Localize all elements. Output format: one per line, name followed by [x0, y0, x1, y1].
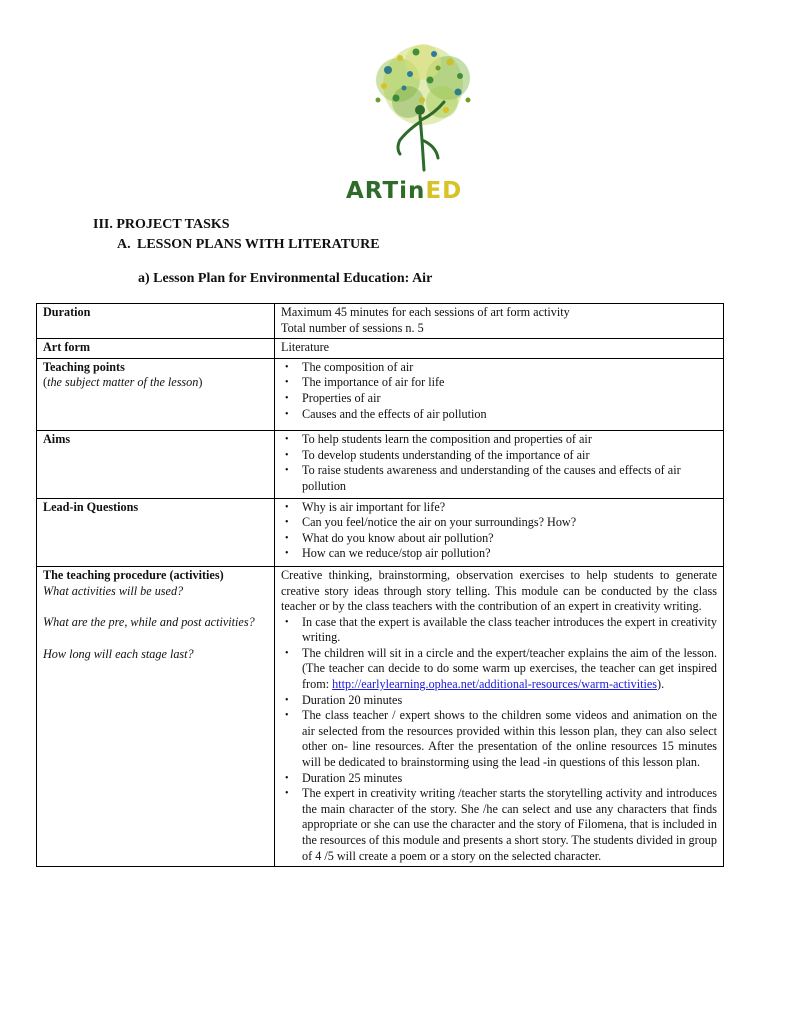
- row-duration: [37, 304, 724, 339]
- art-form-label: Art form: [37, 339, 275, 359]
- logo-text-main: ARTin: [346, 178, 426, 204]
- subsection-title: [117, 237, 380, 253]
- paren-close: ): [198, 375, 203, 390]
- list-item: • Why is air important for life?: [281, 500, 717, 516]
- list-item: • Duration 25 minutes: [281, 771, 717, 787]
- procedure-question-2: What are the pre, while and post activities?: [43, 615, 255, 630]
- teaching-points-label: Teaching points: [43, 359, 125, 374]
- logo-wordmark: [346, 178, 511, 204]
- warm-activities-link[interactable]: http://earlylearning.ophea.net/additional-resources/warm-activities: [332, 677, 658, 692]
- lead-in-label: Lead-in Questions: [37, 498, 275, 566]
- list-item: • To raise students awareness and understanding of the causes and effects of air pollution: [281, 463, 717, 494]
- subsection-label: LESSON PLANS WITH LITERATURE: [137, 237, 380, 252]
- duration-line-2: Total number of sessions n. 5: [281, 320, 424, 335]
- tree-logo-icon: [338, 40, 508, 180]
- list-item: • Causes and the effects of air pollution: [281, 407, 717, 423]
- list-item: • In case that the expert is available the class teacher introduces the expert in creativity writing.: [281, 615, 717, 646]
- duration-line-1: Maximum 45 minutes for each sessions of art form activity: [281, 305, 570, 319]
- row-procedure: [37, 566, 724, 866]
- section-title: III. PROJECT TASKS: [93, 217, 230, 232]
- item2-close: ).: [657, 677, 665, 692]
- procedure-question-3: How long will each stage last?: [43, 646, 194, 661]
- duration-label: Duration: [37, 304, 275, 339]
- list-item: • Properties of air: [281, 391, 717, 407]
- list-item: • How can we reduce/stop air pollution?: [281, 546, 717, 562]
- list-item: • Duration 20 minutes: [281, 693, 717, 709]
- artined-logo: [338, 40, 508, 205]
- art-form-value: Literature: [275, 339, 724, 359]
- procedure-question-1: What activities will be used?: [43, 583, 184, 598]
- aims-list-cell: [275, 431, 724, 498]
- list-item: • The composition of air: [281, 360, 717, 376]
- list-item: • What do you know about air pollution?: [281, 531, 717, 547]
- row-art-form: [37, 339, 724, 359]
- lesson-plan-title: a) Lesson Plan for Environmental Education: Air: [138, 271, 433, 286]
- list-item: • To help students learn the composition and properties of air: [281, 432, 717, 448]
- procedure-label: The teaching procedure (activities): [43, 567, 224, 582]
- logo-text-accent: ED: [425, 178, 463, 204]
- lead-in-list: [281, 500, 717, 562]
- list-item: • Can you feel/notice the air on your surroundings? How?: [281, 515, 717, 531]
- duration-value: [275, 304, 724, 339]
- teaching-points-list-cell: [275, 358, 724, 430]
- aims-label: Aims: [37, 431, 275, 498]
- lesson-plan-table: [36, 303, 724, 867]
- lead-in-list-cell: [275, 498, 724, 566]
- row-teaching-points: [37, 358, 724, 430]
- procedure-intro: Creative thinking, brainstorming, observation exercises to help students to generate creative story ideas through story telling. This module can be conducted by the class teacher or by the class teachers with the contribution of an expert in creativity writing.: [281, 567, 717, 614]
- aims-list: [281, 432, 717, 494]
- list-item: • The expert in creativity writing /teacher starts the storytelling activity and introduces the main character of the story. She /he can select and use any characters that finds appropriate or she can use the character and the story of Filomena, that is included in the resources of this module and presents a short story. The students divided in group of 4 /5 will create a poem or a story on the selected character.: [281, 786, 717, 864]
- teaching-points-sublabel: [43, 375, 268, 391]
- teaching-points-list: [281, 360, 717, 422]
- list-item: • To develop students understanding of the importance of air: [281, 448, 717, 464]
- item2-text: The children will sit in a circle and the expert/teacher explains the aim of the lesson. (The teacher can decide to do some warm up exercises, the teacher can get inspired from:: [302, 645, 717, 692]
- paren-open: (: [43, 375, 48, 390]
- procedure-list: [281, 615, 717, 865]
- row-lead-in: [37, 498, 724, 566]
- list-item: [281, 646, 717, 693]
- teaching-points-sublabel-text: the subject matter of the lesson: [47, 375, 199, 390]
- subsection-number: A.: [117, 237, 131, 252]
- row-aims: [37, 431, 724, 498]
- procedure-content-cell: [275, 566, 724, 866]
- list-item: • The class teacher / expert shows to the children some videos and animation on the air selected from the resources provided within this lesson plan, they can also select other on- line resources. After the presentation of the online resources 15 minutes will be dedicated to brainstorming using the lead -in questions of this lesson plan.: [281, 708, 717, 770]
- list-item: • The importance of air for life: [281, 375, 717, 391]
- teaching-points-label-cell: [37, 358, 275, 430]
- procedure-label-cell: [37, 566, 275, 866]
